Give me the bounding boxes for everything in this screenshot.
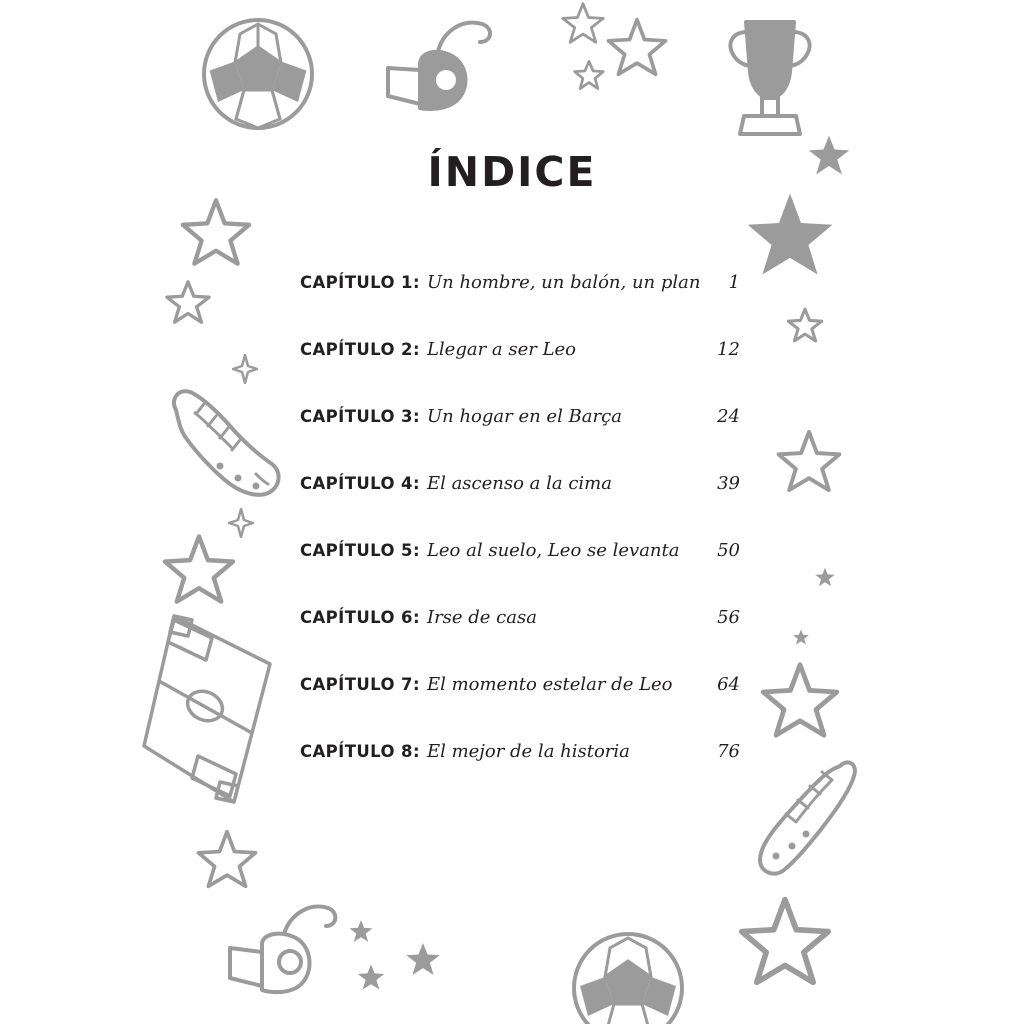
- star-icon: [744, 188, 836, 280]
- star-icon: [356, 962, 386, 992]
- list-item[interactable]: [300, 339, 740, 406]
- soccer-ball-icon: [196, 14, 326, 134]
- star-icon: [760, 660, 840, 740]
- whistle-icon: [222, 896, 342, 1001]
- soccer-boot-icon: [740, 752, 860, 882]
- chapter-title: Llegar a ser Leo: [426, 339, 577, 360]
- chapter-label: CAPÍTULO 4:: [300, 474, 420, 493]
- football-pitch-icon: [130, 606, 290, 826]
- chapter-page-number: 76: [717, 741, 740, 762]
- chapter-page-number: 56: [717, 607, 740, 628]
- chapter-title: El momento estelar de Leo: [426, 674, 673, 695]
- star-icon: [786, 306, 824, 344]
- chapter-label: CAPÍTULO 7:: [300, 675, 420, 694]
- star-icon: [348, 918, 374, 944]
- list-item[interactable]: [300, 272, 740, 339]
- chapter-page-number: 50: [717, 540, 740, 561]
- star-icon: [180, 196, 252, 268]
- list-item[interactable]: [300, 540, 740, 607]
- star-icon: [196, 828, 258, 890]
- chapter-label: CAPÍTULO 5:: [300, 541, 420, 560]
- chapter-label: CAPÍTULO 1:: [300, 273, 420, 292]
- chapter-title: El mejor de la historia: [426, 741, 630, 762]
- whistle-icon: [378, 8, 498, 113]
- page-title: ÍNDICE: [427, 148, 597, 196]
- chapter-label: CAPÍTULO 6:: [300, 608, 420, 627]
- star-icon: [164, 278, 212, 326]
- chapter-title: Un hombre, un balón, un plan: [426, 272, 701, 293]
- star-icon: [560, 0, 606, 46]
- soccer-boot-icon: [160, 382, 290, 510]
- star-icon: [404, 940, 442, 978]
- chapter-page-number: 1: [728, 272, 740, 293]
- chapter-page-number: 39: [717, 473, 740, 494]
- chapter-title: Leo al suelo, Leo se levanta: [426, 540, 680, 561]
- chapter-page-number: 12: [717, 339, 740, 360]
- star-icon: [738, 894, 832, 988]
- table-of-contents: [300, 272, 740, 808]
- star-icon: [572, 58, 606, 92]
- star-icon: [606, 16, 668, 78]
- chapter-label: CAPÍTULO 3:: [300, 407, 420, 426]
- chapter-page-number: 64: [717, 674, 740, 695]
- star-icon: [776, 428, 842, 494]
- star-icon: [162, 532, 236, 606]
- soccer-ball-icon: [566, 926, 696, 1024]
- chapter-title: El ascenso a la cima: [426, 473, 612, 494]
- chapter-page-number: 24: [717, 406, 740, 427]
- list-item[interactable]: [300, 674, 740, 741]
- chapter-label: CAPÍTULO 2:: [300, 340, 420, 359]
- trophy-icon: [714, 10, 824, 150]
- star-icon: [232, 354, 258, 384]
- list-item[interactable]: [300, 406, 740, 473]
- list-item[interactable]: [300, 741, 740, 808]
- chapter-title: Un hogar en el Barça: [426, 406, 622, 427]
- chapter-title: Irse de casa: [426, 607, 537, 628]
- list-item[interactable]: [300, 473, 740, 540]
- list-item[interactable]: [300, 607, 740, 674]
- star-icon: [814, 566, 836, 588]
- star-icon: [792, 628, 810, 646]
- star-icon: [228, 508, 254, 538]
- chapter-label: CAPÍTULO 8:: [300, 742, 420, 761]
